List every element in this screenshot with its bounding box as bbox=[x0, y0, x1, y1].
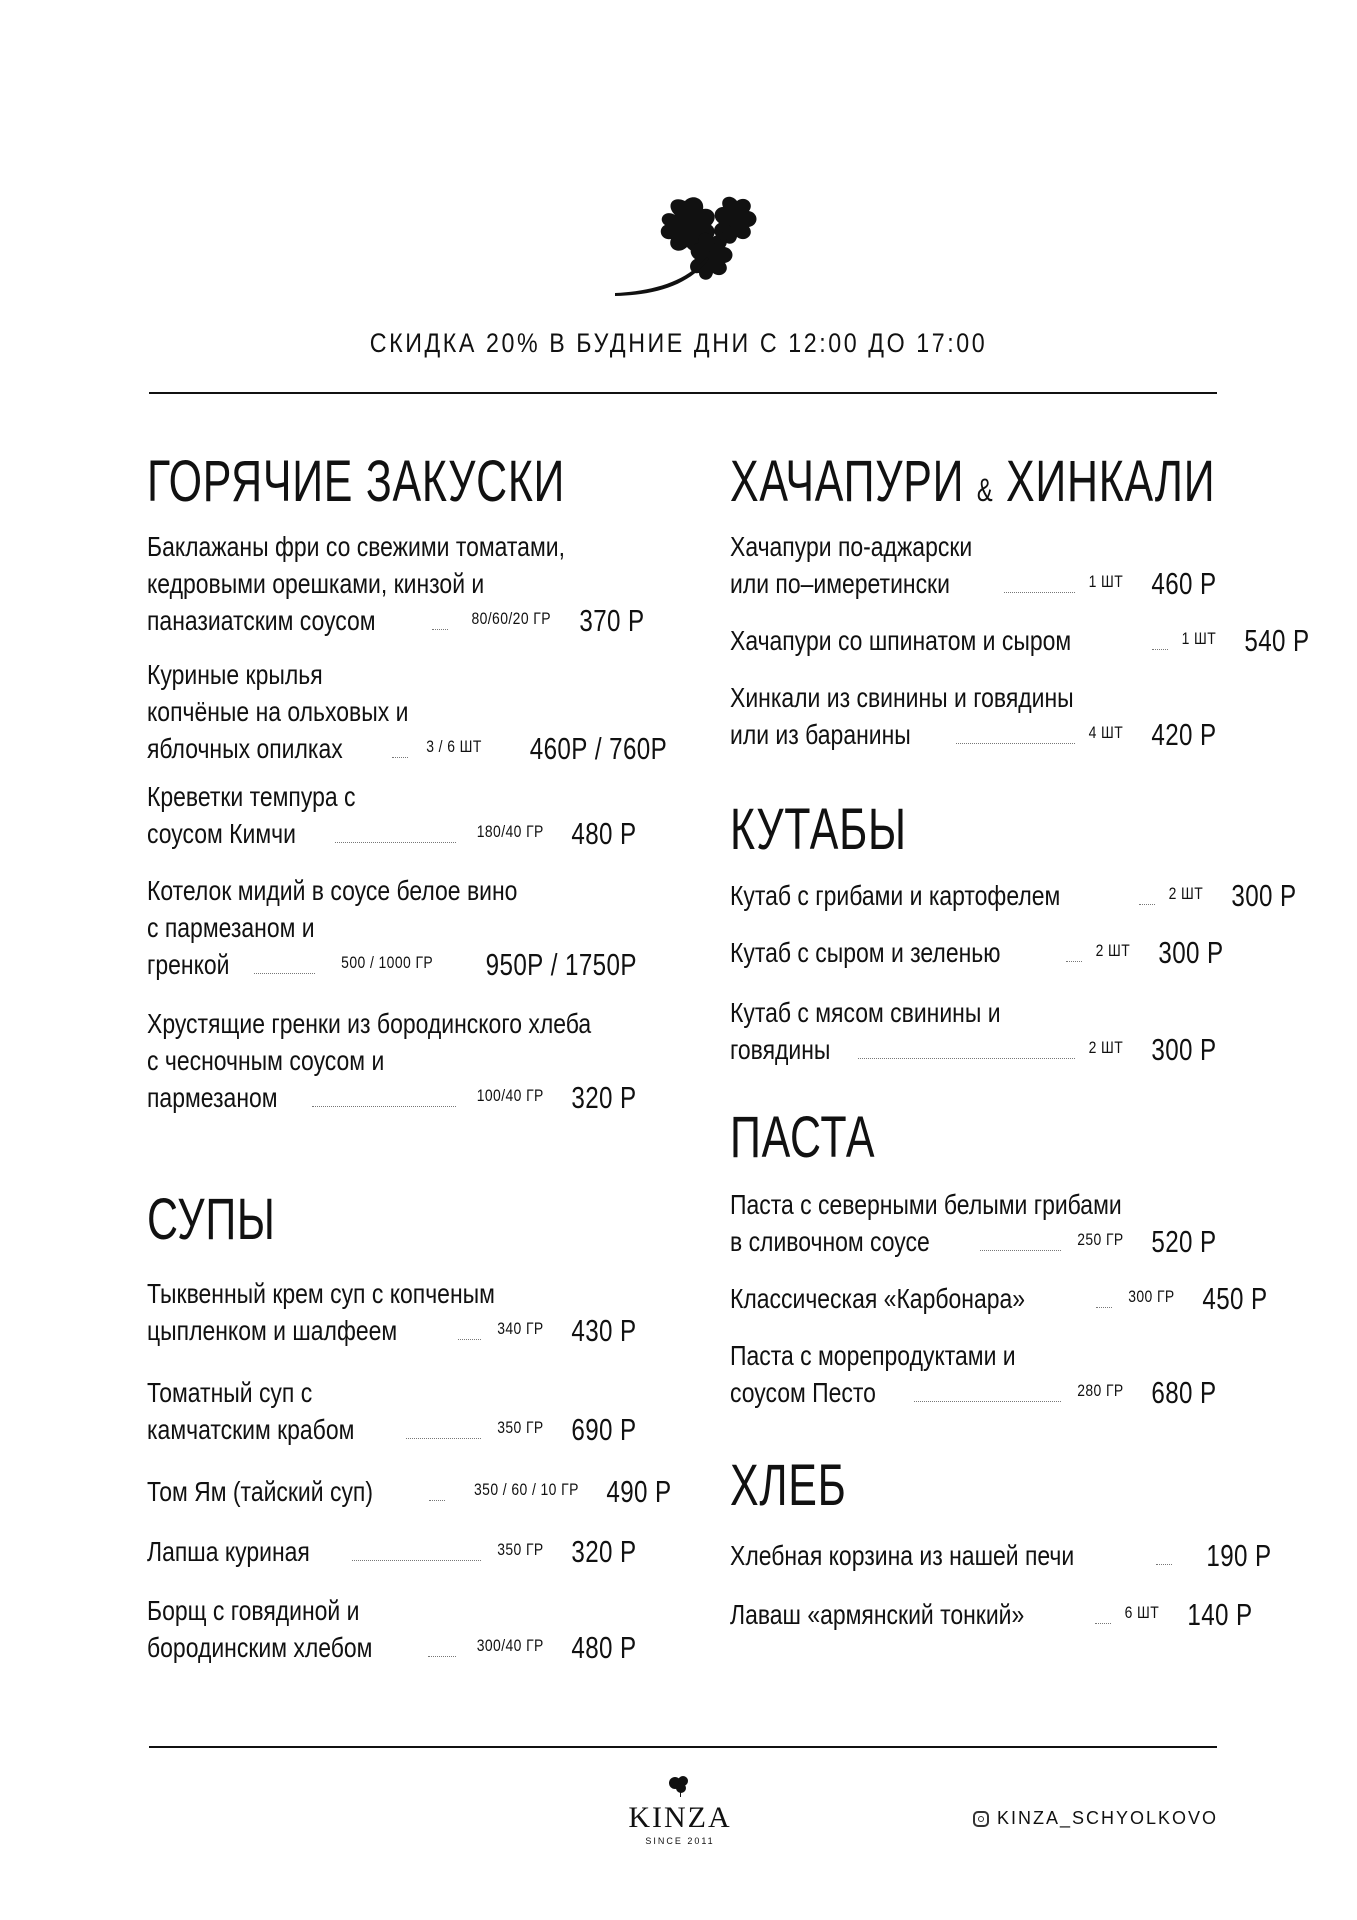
top-divider bbox=[149, 392, 1217, 394]
cilantro-leaf-icon bbox=[595, 195, 785, 305]
menu-item-bread-basket: Хлебная корзина из нашей печи 190 Р bbox=[730, 1538, 1272, 1573]
price: 950Р / 1750Р bbox=[485, 947, 637, 982]
menu-item-khinkali: Хинкали из свинины и говядины или из баранины 4 ШТ 420 Р bbox=[730, 682, 1217, 752]
price: 540 Р bbox=[1244, 623, 1310, 658]
price: 520 Р bbox=[1151, 1224, 1217, 1259]
section-title-khachapuri: ХАЧАПУРИ & ХИНКАЛИ bbox=[730, 449, 1216, 514]
portion: 1 ШТ bbox=[1181, 629, 1217, 648]
price: 450 Р bbox=[1202, 1281, 1268, 1316]
portion: 2 ШТ bbox=[1088, 1038, 1124, 1057]
price: 680 Р bbox=[1151, 1375, 1217, 1410]
price: 480 Р bbox=[571, 816, 637, 851]
portion: 340 ГР bbox=[497, 1319, 544, 1338]
price: 690 Р bbox=[571, 1412, 637, 1447]
instagram-handle[interactable]: KINZA_SCHYOLKOVO bbox=[973, 1808, 1218, 1829]
brand-name: KINZA bbox=[628, 1801, 732, 1834]
price: 300 Р bbox=[1158, 935, 1224, 970]
section-title-hot: ГОРЯЧИЕ ЗАКУСКИ bbox=[147, 449, 566, 514]
portion: 3 / 6 ШТ bbox=[425, 737, 482, 756]
price: 370 Р bbox=[579, 603, 645, 638]
menu-item-shrimp: Креветки темпура с соусом Кимчи 180/40 ГР 480 Р bbox=[147, 781, 637, 851]
menu-item-kutab-cheese: Кутаб с сыром и зеленью 2 ШТ 300 Р bbox=[730, 934, 1217, 971]
bottom-divider bbox=[149, 1746, 1217, 1748]
menu-item-borscht: Борщ с говядиной и бородинским хлебом 300/40 ГР 480 Р bbox=[147, 1595, 637, 1665]
menu-item-khachapuri-spinach: Хачапури со шпинатом и сыром 1 ШТ 540 Р bbox=[730, 622, 1217, 659]
price: 300 Р bbox=[1151, 1032, 1217, 1067]
portion: 180/40 ГР bbox=[476, 822, 544, 841]
price: 320 Р bbox=[571, 1080, 637, 1115]
portion: 350 ГР bbox=[497, 1418, 544, 1437]
price: 460 Р bbox=[1151, 566, 1217, 601]
section-title-bread: ХЛЕБ bbox=[730, 1453, 847, 1518]
portion: 2 ШТ bbox=[1168, 884, 1203, 903]
portion: 300 ГР bbox=[1127, 1287, 1175, 1306]
menu-item-wings: Куриные крылья копчёные на ольховых и яблочных опилках 3 / 6 ШТ 460Р / 760Р bbox=[147, 659, 668, 766]
menu-item-tom-yam: Том Ям (тайский суп) 350 / 60 / 10 ГР 490 Р bbox=[147, 1473, 637, 1510]
price: 460Р / 760Р bbox=[530, 731, 668, 766]
portion: 350 / 60 / 10 ГР bbox=[473, 1480, 579, 1499]
price: 430 Р bbox=[571, 1313, 637, 1348]
section-title-pasta: ПАСТА bbox=[730, 1105, 876, 1170]
portion: 350 ГР bbox=[497, 1540, 544, 1559]
menu-item-eggplant: Баклажаны фри со свежими томатами, кедровыми орешками, кинзой и паназиатским соусом 80/60/20 ГР 370 Р bbox=[147, 531, 645, 638]
instagram-icon bbox=[973, 1811, 989, 1827]
menu-item-kutab-mushroom: Кутаб с грибами и картофелем 2 ШТ 300 Р bbox=[730, 877, 1217, 914]
portion: 280 ГР bbox=[1077, 1381, 1124, 1400]
footer-logo bbox=[620, 1775, 740, 1846]
menu-item-carbonara: Классическая «Карбонара» 300 ГР 450 Р bbox=[730, 1280, 1217, 1317]
portion: 1 ШТ bbox=[1088, 572, 1124, 591]
portion: 250 ГР bbox=[1077, 1230, 1124, 1249]
price: 140 Р bbox=[1187, 1597, 1253, 1632]
discount-banner: СКИДКА 20% В БУДНИЕ ДНИ С 12:00 ДО 17:00 bbox=[369, 328, 988, 358]
portion: 80/60/20 ГР bbox=[471, 609, 551, 628]
price: 190 Р bbox=[1206, 1538, 1272, 1573]
menu-item-tomato-soup: Томатный суп с камчатским крабом 350 ГР 690 Р bbox=[147, 1377, 637, 1447]
portion: 2 ШТ bbox=[1095, 941, 1130, 960]
menu-item-kutab-meat: Кутаб с мясом свинины и говядины 2 ШТ 300 Р bbox=[730, 997, 1217, 1067]
brand-since: SINCE 2011 bbox=[645, 1836, 715, 1846]
menu-item-pumpkin-soup: Тыквенный крем суп с копченым цыпленком и шалфеем 340 ГР 430 Р bbox=[147, 1278, 637, 1348]
portion: 6 ШТ bbox=[1124, 1603, 1160, 1622]
price: 490 Р bbox=[606, 1474, 672, 1509]
menu-item-croutons: Хрустящие гренки из бородинского хлеба с чесночным соусом и пармезаном 100/40 ГР 320 Р bbox=[147, 1008, 637, 1115]
price: 300 Р bbox=[1231, 878, 1297, 913]
price: 480 Р bbox=[571, 1630, 637, 1665]
portion: 300/40 ГР bbox=[476, 1636, 544, 1655]
section-title-kutaby: КУТАБЫ bbox=[730, 797, 907, 862]
menu-item-khachapuri-adjarian: Хачапури по-аджарски или по–имеретински 1 ШТ 460 Р bbox=[730, 531, 1217, 601]
portion: 100/40 ГР bbox=[476, 1086, 544, 1105]
cilantro-small-icon bbox=[666, 1775, 694, 1797]
portion: 4 ШТ bbox=[1088, 723, 1124, 742]
menu-item-lavash: Лаваш «армянский тонкий» 6 ШТ 140 Р bbox=[730, 1596, 1217, 1633]
section-title-soups: СУПЫ bbox=[147, 1187, 276, 1252]
menu-item-noodle-soup: Лапша куриная 350 ГР 320 Р bbox=[147, 1533, 637, 1570]
portion: 500 / 1000 ГР bbox=[341, 953, 434, 972]
menu-item-pasta-mushroom: Паста с северными белыми грибами в сливочном соусе 250 ГР 520 Р bbox=[730, 1189, 1217, 1259]
price: 420 Р bbox=[1151, 717, 1217, 752]
menu-item-mussels: Котелок мидий в соусе белое вино с пармезаном и гренкой 500 / 1000 ГР 950Р / 1750Р bbox=[147, 875, 637, 982]
price: 320 Р bbox=[571, 1534, 637, 1569]
menu-item-pasta-seafood: Паста с морепродуктами и соусом Песто 280 ГР 680 Р bbox=[730, 1340, 1217, 1410]
